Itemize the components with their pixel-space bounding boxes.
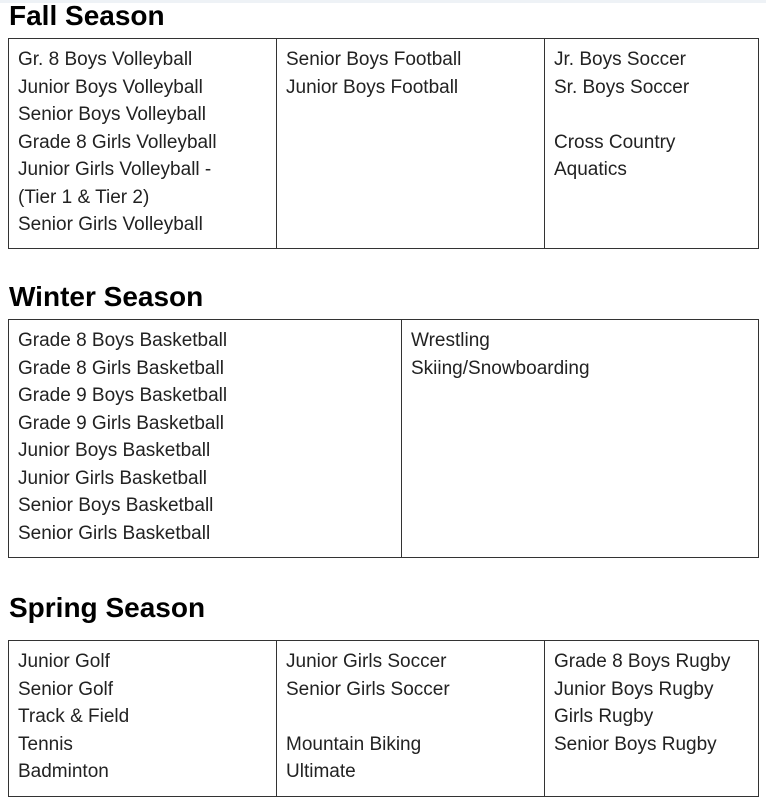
list-item: Track & Field [18, 706, 130, 727]
fall-column-1 [9, 39, 277, 249]
list-item: Cross Country [554, 131, 676, 153]
list-item: Senior Girls Basketball [18, 522, 211, 544]
fall-season-title: Fall Season [9, 0, 165, 31]
spring-season-title: Spring Season [9, 592, 206, 623]
list-item: Senior Girls Soccer [286, 678, 450, 700]
fall-column-2 [277, 39, 545, 249]
list-item-spacer [286, 703, 536, 731]
list-item: Junior Boys Basketball [18, 440, 211, 461]
fall-column-3 [545, 39, 759, 249]
list-item-spacer [554, 101, 750, 129]
winter-column-2 [402, 320, 759, 558]
list-item: Ultimate [286, 761, 356, 782]
list-item: Wrestling [411, 330, 490, 351]
list-item: Grade 9 Girls Basketball [18, 412, 224, 434]
list-item: Gr. 8 Boys Volleyball [18, 49, 193, 70]
list-item: Grade 9 Boys Basketball [18, 385, 228, 406]
list-item: (Tier 1 & Tier 2) [18, 186, 150, 208]
list-item: Jr. Boys Soccer [554, 49, 686, 70]
table-row [9, 39, 759, 249]
list-item: Senior Boys Rugby [554, 733, 717, 755]
list-item: Junior Girls Basketball [18, 467, 208, 489]
spring-column-1 [9, 641, 277, 797]
spring-season-table [8, 640, 759, 797]
winter-column-1 [9, 320, 402, 558]
list-item: Junior Boys Rugby [554, 678, 714, 700]
list-item: Skiing/Snowboarding [411, 357, 590, 379]
list-item: Senior Golf [18, 678, 114, 700]
list-item: Badminton [18, 761, 109, 782]
list-item: Junior Boys Volleyball [18, 76, 203, 98]
list-item: Junior Girls Volleyball - [18, 159, 212, 180]
list-item: Senior Girls Volleyball [18, 214, 203, 235]
list-item: Grade 8 Boys Rugby [554, 651, 731, 672]
table-row [9, 641, 759, 797]
list-item: Tennis [18, 733, 73, 755]
list-item: Grade 8 Girls Volleyball [18, 131, 217, 153]
list-item: Grade 8 Girls Basketball [18, 357, 224, 379]
list-item: Junior Boys Football [286, 76, 459, 98]
spring-column-3 [545, 641, 759, 797]
list-item: Aquatics [554, 159, 627, 180]
list-item: Senior Boys Volleyball [18, 104, 206, 125]
spring-column-2 [277, 641, 545, 797]
list-item: Junior Golf [18, 651, 110, 672]
list-item: Sr. Boys Soccer [554, 76, 690, 98]
list-item: Senior Boys Football [286, 49, 462, 70]
fall-season-table [8, 38, 759, 249]
list-item: Girls Rugby [554, 706, 654, 727]
list-item: Grade 8 Boys Basketball [18, 330, 228, 351]
list-item: Mountain Biking [286, 733, 422, 755]
winter-season-title: Winter Season [9, 281, 204, 312]
list-item: Junior Girls Soccer [286, 651, 447, 672]
list-item: Senior Boys Basketball [18, 495, 214, 516]
winter-season-table [8, 319, 759, 558]
table-row [9, 320, 759, 558]
